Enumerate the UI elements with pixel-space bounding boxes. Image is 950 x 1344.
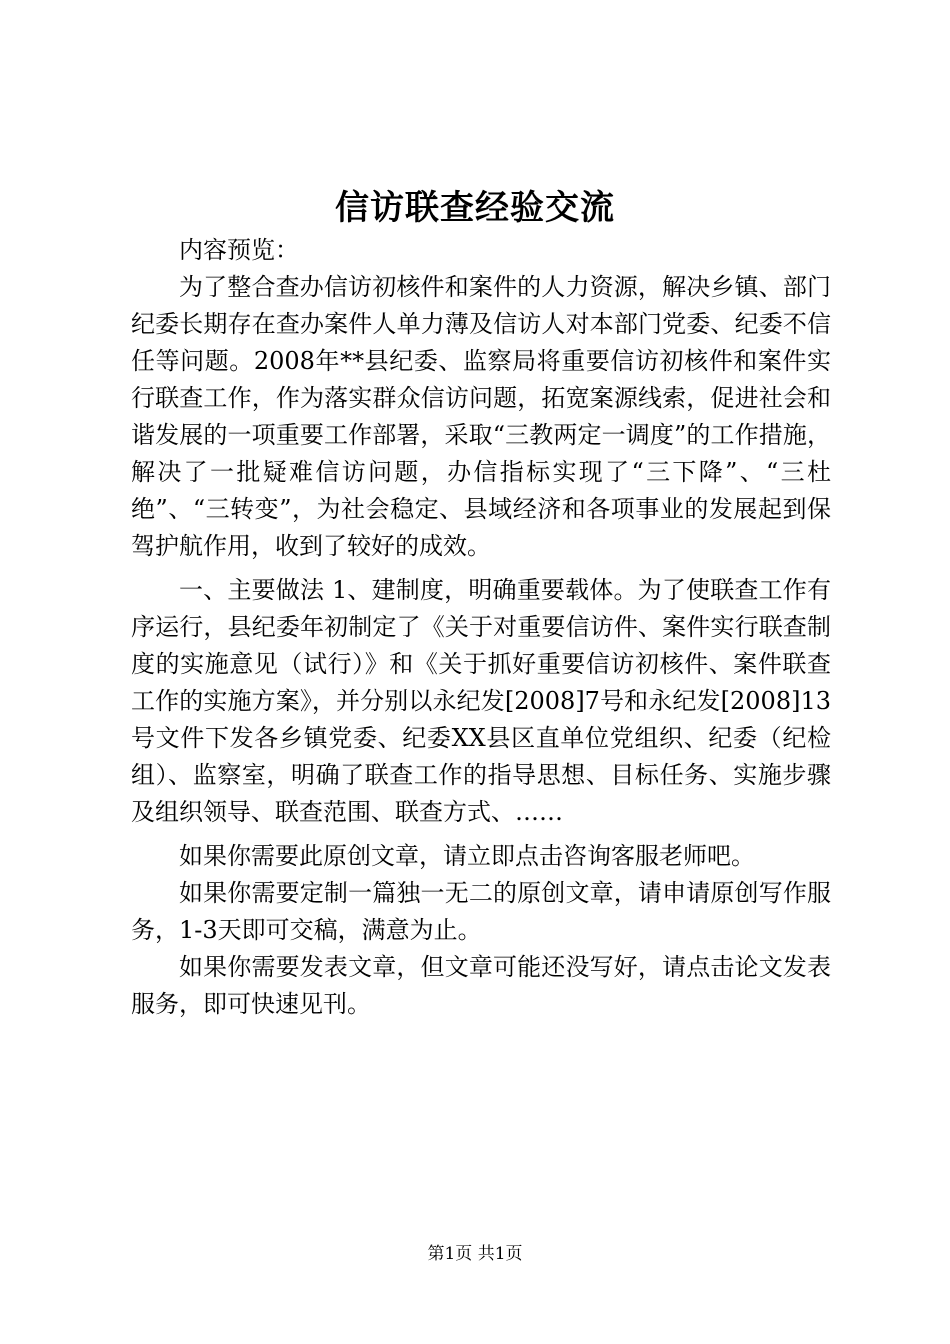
paragraph-main-practice: 一、主要做法 1、建制度，明确重要载体。为了使联查工作有序运行，县纪委年初制定了《关于对重要信访件、案件实行联查制度的实施意见（试行）》和《关于抓好重要信访初核件、案件联查工作的实施方案》，并分别以永纪发[2008]7号和永纪发[2008]13号文件下发各乡镇党委、纪委XX县区直单位党组织、纪委（纪检组）、监察室，明确了联查工作的指导思想、目标任务、实施步骤及组织领导、联查范围、联查方式、……: [131, 576, 831, 826]
paragraph-publish-service-link[interactable]: 如果你需要发表文章，但文章可能还没写好，请点击论文发表服务，即可快速见刊。: [131, 953, 831, 1018]
page-number-footer: 第1页 共1页: [427, 1244, 523, 1264]
paragraph-summary: 为了整合查办信访初核件和案件的人力资源，解决乡镇、部门纪委长期存在查办案件人单力薄及信访人对本部门党委、纪委不信任等问题。2008年**县纪委、监察局将重要信访初核件和案件实行联查工作，作为落实群众信访问题，拓宽案源线索，促进社会和谐发展的一项重要工作部署，采取“三教两定一调度”的工作措施，解决了一批疑难信访问题，办信指标实现了“三下降”、“三杜绝”、“三转变”，为社会稳定、县域经济和各项事业的发展起到保驾护航作用，收到了较好的成效。: [131, 273, 831, 560]
paragraph-custom-writing-link[interactable]: 如果你需要定制一篇独一无二的原创文章，请申请原创写作服务，1-3天即可交稿，满意为止。: [131, 879, 831, 944]
paragraph-consult-link[interactable]: 如果你需要此原创文章，请立即点击咨询客服老师吧。: [179, 842, 755, 870]
document-title: 信访联查经验交流: [335, 188, 615, 228]
document-body: [131, 232, 831, 1023]
preview-label: 内容预览：: [179, 236, 299, 264]
